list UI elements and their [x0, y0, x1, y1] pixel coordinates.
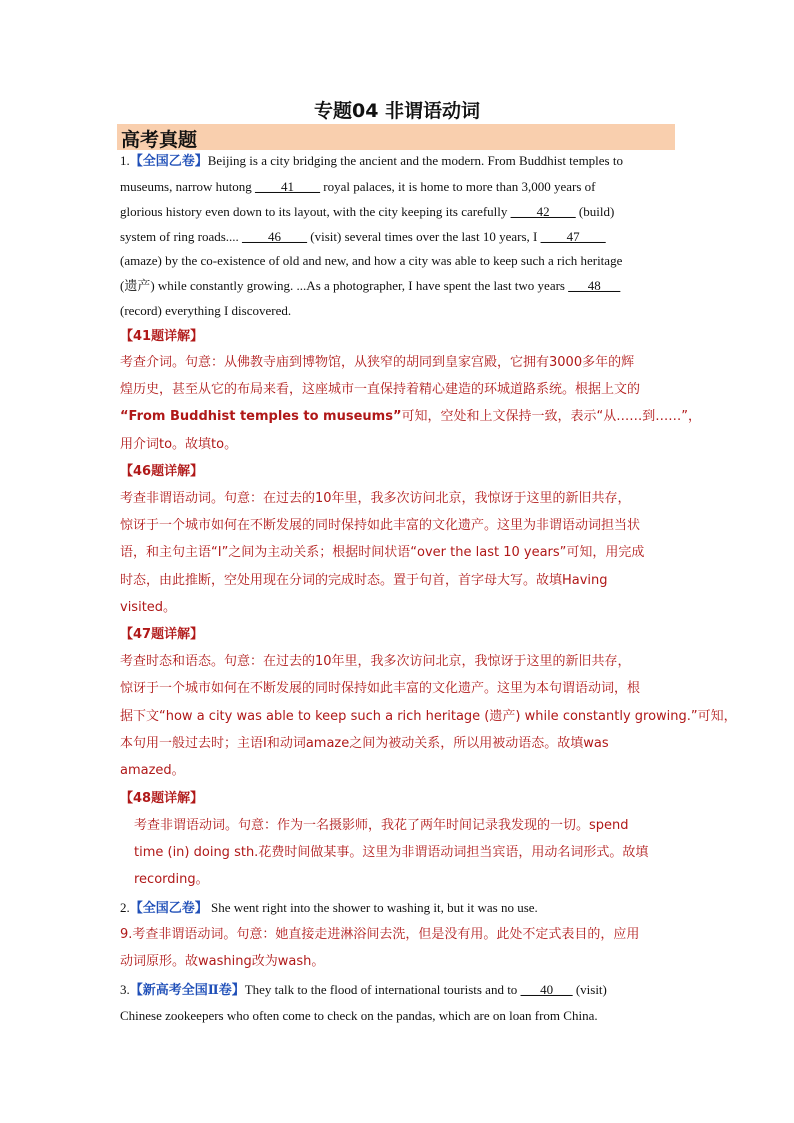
q3-line-1 [120, 982, 680, 998]
q2-number: 2. [120, 900, 130, 915]
q1-text: system of ring roads.... [120, 229, 243, 244]
q2-line [120, 900, 680, 916]
a47-line-3: 据下文“how a city was able to keep such a rich heritage (遗产) while constantly growing.”可知， [120, 709, 737, 724]
a48-heading: 【48题详解】 [120, 791, 204, 806]
a46-heading: 【46题详解】 [120, 464, 204, 479]
q1-line-3 [120, 204, 680, 220]
a47-heading: 【47题详解】 [120, 627, 204, 642]
section-heading: 高考真题 [121, 129, 198, 151]
q2-answer-line-1: 9.考查非谓语动词。句意：她直接走进淋浴间去洗，但是没有用。此处不定式表目的，应用 [120, 927, 640, 942]
q1-line-6 [120, 278, 680, 294]
q3-text: (visit) [572, 982, 607, 997]
q3-line-2: Chinese zookeepers who often come to check on the pandas, which are on loan from China. [120, 1008, 598, 1023]
q3-number: 3. [120, 982, 130, 997]
blank-47: ____47____ [540, 229, 606, 244]
a47-line-1: 考查时态和语态。句意：在过去的10年里，我多次访问北京，我惊讶于这里的新旧共存， [120, 654, 631, 669]
a46-line-1: 考查非谓语动词。句意：在过去的10年里，我多次访问北京，我惊讶于这里的新旧共存， [120, 491, 631, 506]
a41-text: 可知，空处和上文保持一致，表示“从……到……”， [401, 409, 701, 424]
a41-heading: 【41题详解】 [120, 329, 204, 344]
q1-line-1 [120, 153, 680, 169]
a48-line-1: 考查非谓语动词。句意：作为一名摄影师，我花了两年时间记录我发现的一切。spend [134, 818, 629, 833]
q2-source: 【全国乙卷】 [129, 900, 208, 915]
q3-source: 【新高考全国Ⅱ卷】 [129, 982, 245, 997]
q1-text: (build) [575, 204, 615, 219]
q1-text: (遗产) while constantly growing. ...As a photographer, I have spent the last two years [120, 278, 569, 293]
blank-42: ____42____ [510, 204, 576, 219]
a46-line-3: 语，和主句主语“I”之间为主动关系；根据时间状语“over the last 10 years”可知，用完成 [120, 545, 645, 560]
page-title: 专题04 非谓语动词 [313, 100, 481, 122]
q1-text: Beijing is a city bridging the ancient and the modern. From Buddhist temples to [207, 153, 623, 168]
q1-text: royal palaces, it is home to more than 3,000 years of [320, 179, 596, 194]
a41-line-2: 煌历史，甚至从它的布局来看，这座城市一直保持着精心建造的环城道路系统。根据上文的 [120, 382, 641, 397]
q1-line-2 [120, 179, 680, 195]
a41-line-3 [120, 409, 701, 425]
section-heading-band [117, 124, 675, 150]
a46-line-5: visited。 [120, 600, 177, 615]
a48-line-2: time (in) doing sth.花费时间做某事。这里为非谓语动词担当宾语，用动名词形式。故填 [134, 845, 649, 860]
a41-line-4: 用介词to。故填to。 [120, 437, 238, 452]
blank-41: ____41____ [255, 179, 321, 194]
a41-line-1: 考查介词。句意：从佛教寺庙到博物馆，从狭窄的胡同到皇家宫殿，它拥有3000多年的辉 [120, 355, 635, 370]
q1-text: (visit) several times over the last 10 years, I [307, 229, 541, 244]
a46-line-4: 时态，由此推断，空处用现在分词的完成时态。置于句首，首字母大写。故填Having [120, 573, 608, 588]
q1-text: museums, narrow hutong [120, 179, 256, 194]
q1-text: glorious history even down to its layout, with the city keeping its carefully [120, 204, 511, 219]
a47-line-4: 本句用一般过去时；主语I和动词amaze之间为被动关系，所以用被动语态。故填was [120, 736, 609, 751]
q1-number: 1. [120, 153, 130, 168]
q3-text: They talk to the flood of international tourists and to [244, 982, 521, 997]
a47-line-5: amazed。 [120, 763, 185, 778]
a41-quote: “From Buddhist temples to museums” [120, 409, 402, 424]
blank-46: ____46____ [242, 229, 308, 244]
q1-source: 【全国乙卷】 [129, 153, 208, 168]
a46-line-2: 惊讶于一个城市如何在不断发展的同时保持如此丰富的文化遗产。这里为非谓语动词担当状 [120, 518, 641, 533]
a48-line-3: recording。 [134, 872, 209, 887]
q1-line-4 [120, 229, 680, 245]
q2-answer-line-2: 动词原形。故washing改为wash。 [120, 954, 325, 969]
blank-40: ___40___ [520, 982, 573, 997]
q2-text: She went right into the shower to washing it, but it was no use. [207, 900, 538, 915]
a47-line-2: 惊讶于一个城市如何在不断发展的同时保持如此丰富的文化遗产。这里为本句谓语动词，根 [120, 681, 641, 696]
q1-line-5: (amaze) by the co-existence of old and new, and how a city was able to keep such a rich heritage [120, 253, 623, 268]
q1-line-7: (record) everything I discovered. [120, 303, 292, 318]
blank-48: ___48___ [568, 278, 621, 293]
